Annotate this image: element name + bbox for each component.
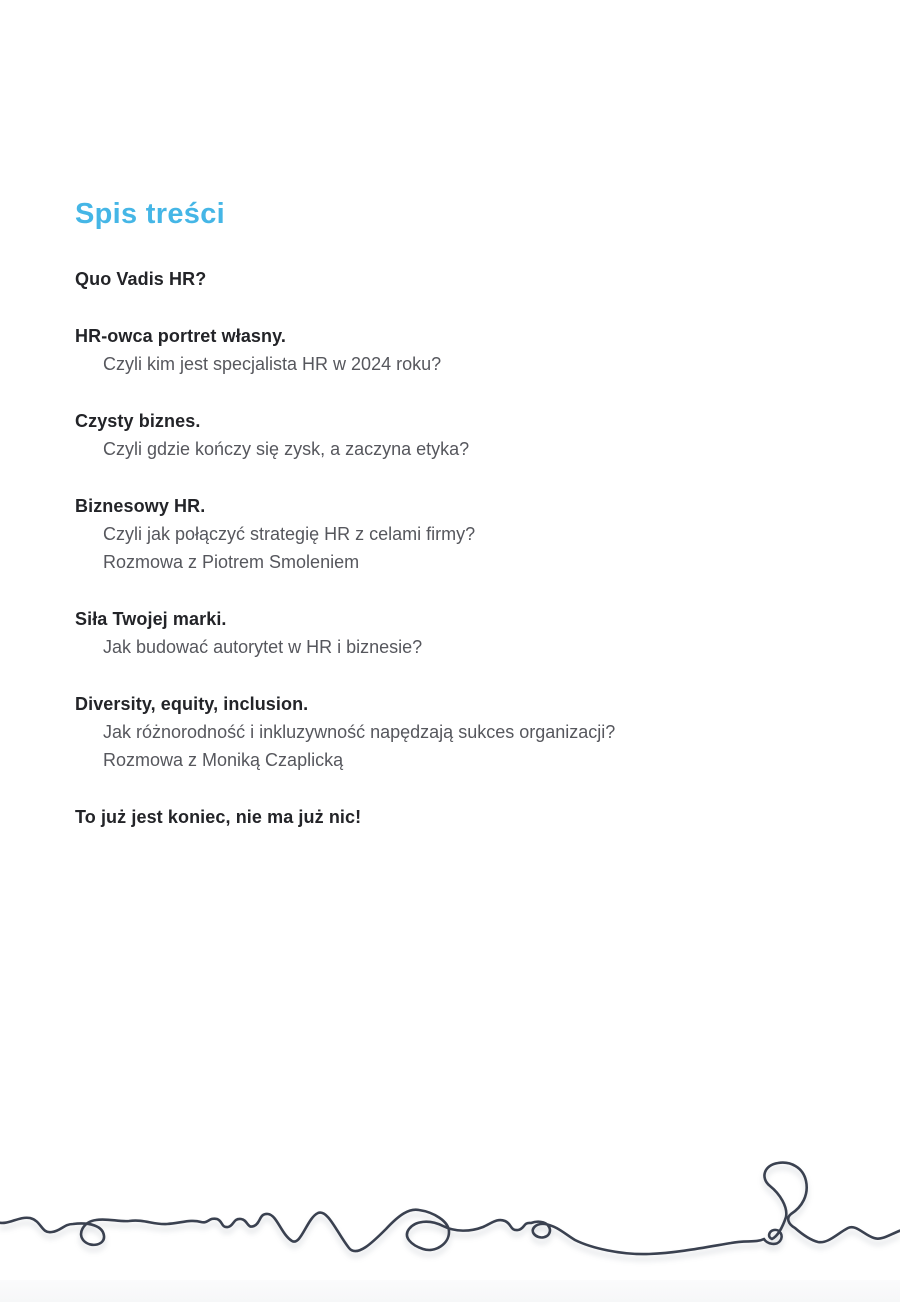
toc-section-title: HR-owca portret własny.	[75, 326, 287, 346]
toc-section-subtitle: Czyli jak połączyć strategię HR z celami firmy?	[103, 524, 476, 544]
toc-section	[75, 407, 840, 463]
toc-section-subtitle: Jak budować autorytet w HR i biznesie?	[103, 637, 423, 657]
toc-section-subtitle: Rozmowa z Moniką Czaplicką	[103, 750, 344, 770]
table-of-contents	[75, 265, 840, 831]
page-title: Spis treści	[75, 198, 225, 230]
toc-section-title: Biznesowy HR.	[75, 496, 206, 516]
page-bottom-edge	[0, 1280, 900, 1302]
toc-section	[75, 492, 840, 576]
toc-section-title: Diversity, equity, inclusion.	[75, 694, 309, 714]
toc-section	[75, 265, 840, 293]
toc-section-title: Quo Vadis HR?	[75, 269, 207, 289]
toc-section	[75, 803, 840, 831]
squiggle-question-mark-doodle	[0, 1145, 900, 1280]
toc-section	[75, 690, 840, 774]
toc-section-subtitle: Czyli kim jest specjalista HR w 2024 roku?	[103, 354, 442, 374]
toc-section-title: To już jest koniec, nie ma już nic!	[75, 807, 362, 827]
toc-section	[75, 605, 840, 661]
toc-section-subtitle: Jak różnorodność i inkluzywność napędzają sukces organizacji?	[103, 722, 616, 742]
toc-section	[75, 322, 840, 378]
toc-section-subtitle: Czyli gdzie kończy się zysk, a zaczyna etyka?	[103, 439, 470, 459]
toc-section-subtitle: Rozmowa z Piotrem Smoleniem	[103, 552, 360, 572]
toc-section-title: Siła Twojej marki.	[75, 609, 227, 629]
toc-section-title: Czysty biznes.	[75, 411, 201, 431]
